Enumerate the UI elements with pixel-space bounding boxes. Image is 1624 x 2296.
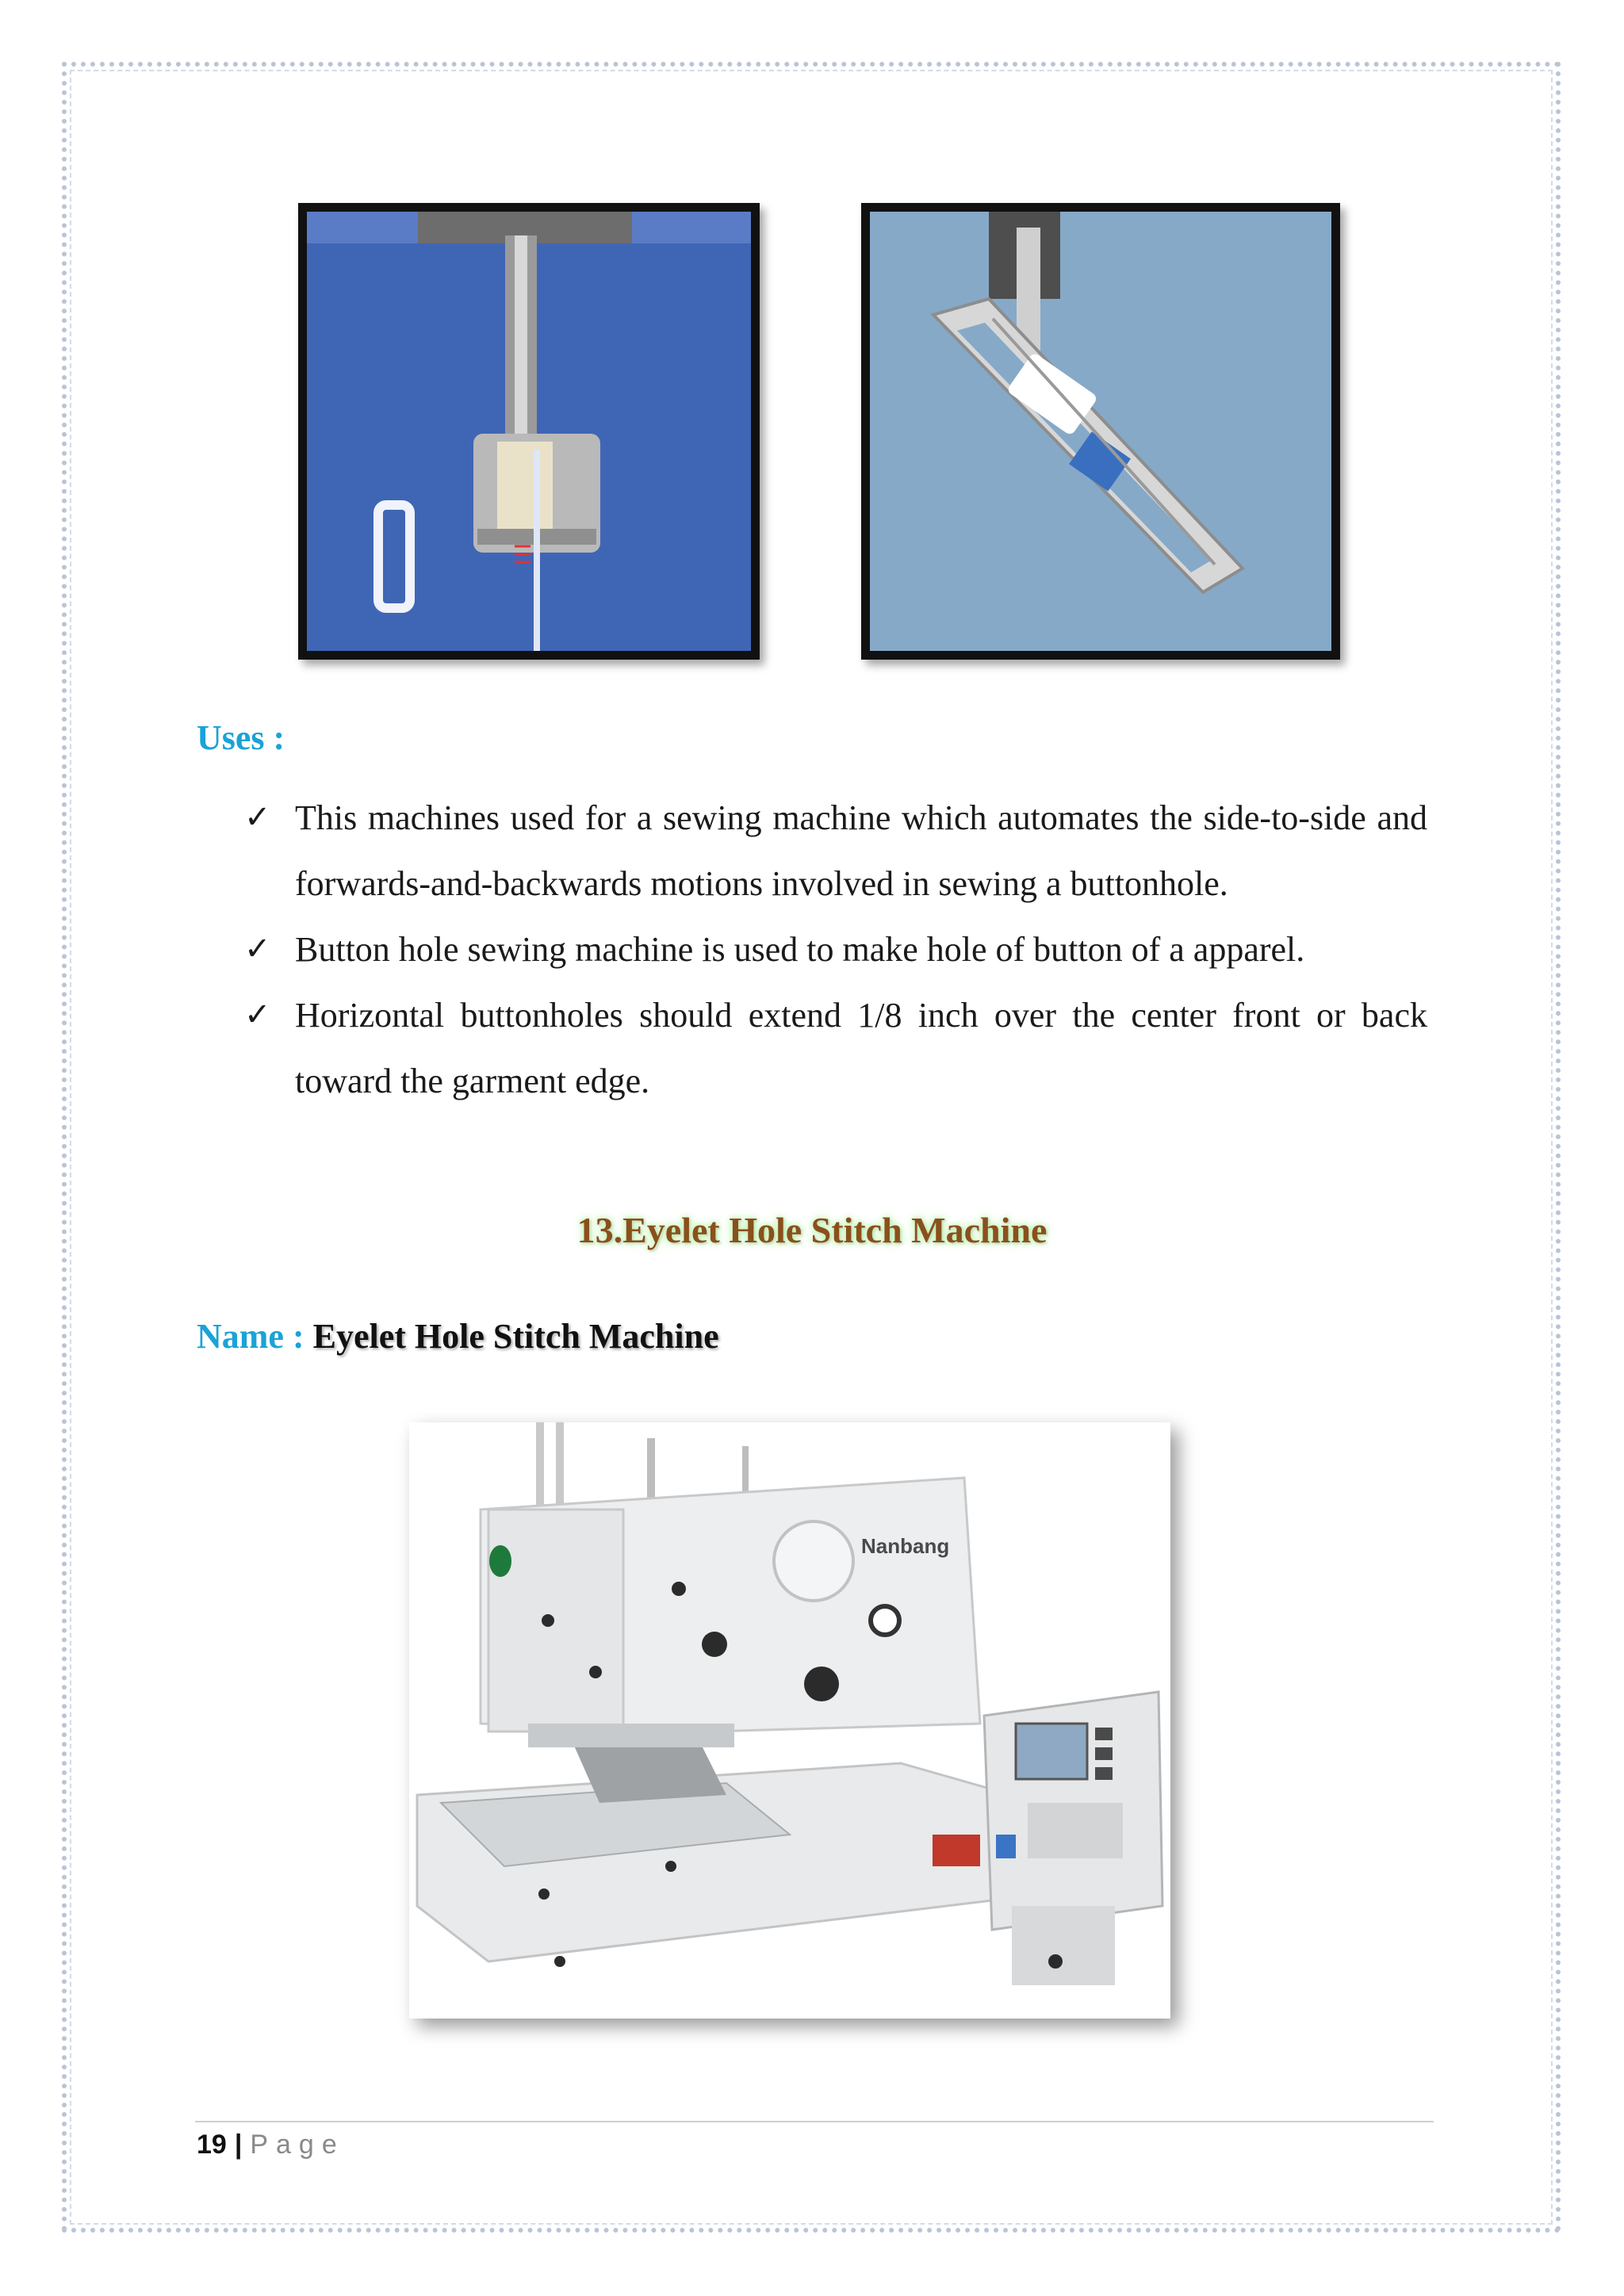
page-footer <box>197 2130 345 2160</box>
page-word: Page <box>250 2130 345 2160</box>
list-item-text: Horizontal buttonholes should extend 1/8 inch over the center front or back toward the garment edge. <box>295 996 1427 1100</box>
list-item <box>238 916 1427 982</box>
page-number: 19 <box>197 2130 227 2160</box>
checkmark-icon: ✓ <box>244 997 271 1033</box>
uses-list <box>238 785 1427 1114</box>
name-line <box>197 1316 719 1357</box>
footer-separator: | <box>234 2130 243 2160</box>
list-item <box>238 785 1427 916</box>
machine-brand-logo: Nanbang <box>861 1534 950 1558</box>
section-title: 13.Eyelet Hole Stitch Machine <box>576 1210 1048 1250</box>
name-label: Name : <box>197 1317 304 1356</box>
list-item-text: This machines used for a sewing machine which automates the side-to-side and forwards-and-backwards motions involved in sewing a buttonhole. <box>295 798 1427 903</box>
checkmark-icon: ✓ <box>244 931 271 967</box>
checkmark-icon: ✓ <box>244 799 271 836</box>
uses-heading: Uses : <box>197 718 285 757</box>
list-item <box>238 982 1427 1114</box>
list-item-text: Button hole sewing machine is used to make hole of button of a apparel. <box>295 930 1305 969</box>
automatic-buttonhole-foot-photo <box>861 203 1340 660</box>
footer-divider <box>195 2121 1434 2122</box>
name-value: Eyelet Hole Stitch Machine <box>312 1317 719 1356</box>
buttonhole-foot-photo <box>298 203 760 660</box>
eyelet-machine-photo <box>409 1422 1170 2019</box>
